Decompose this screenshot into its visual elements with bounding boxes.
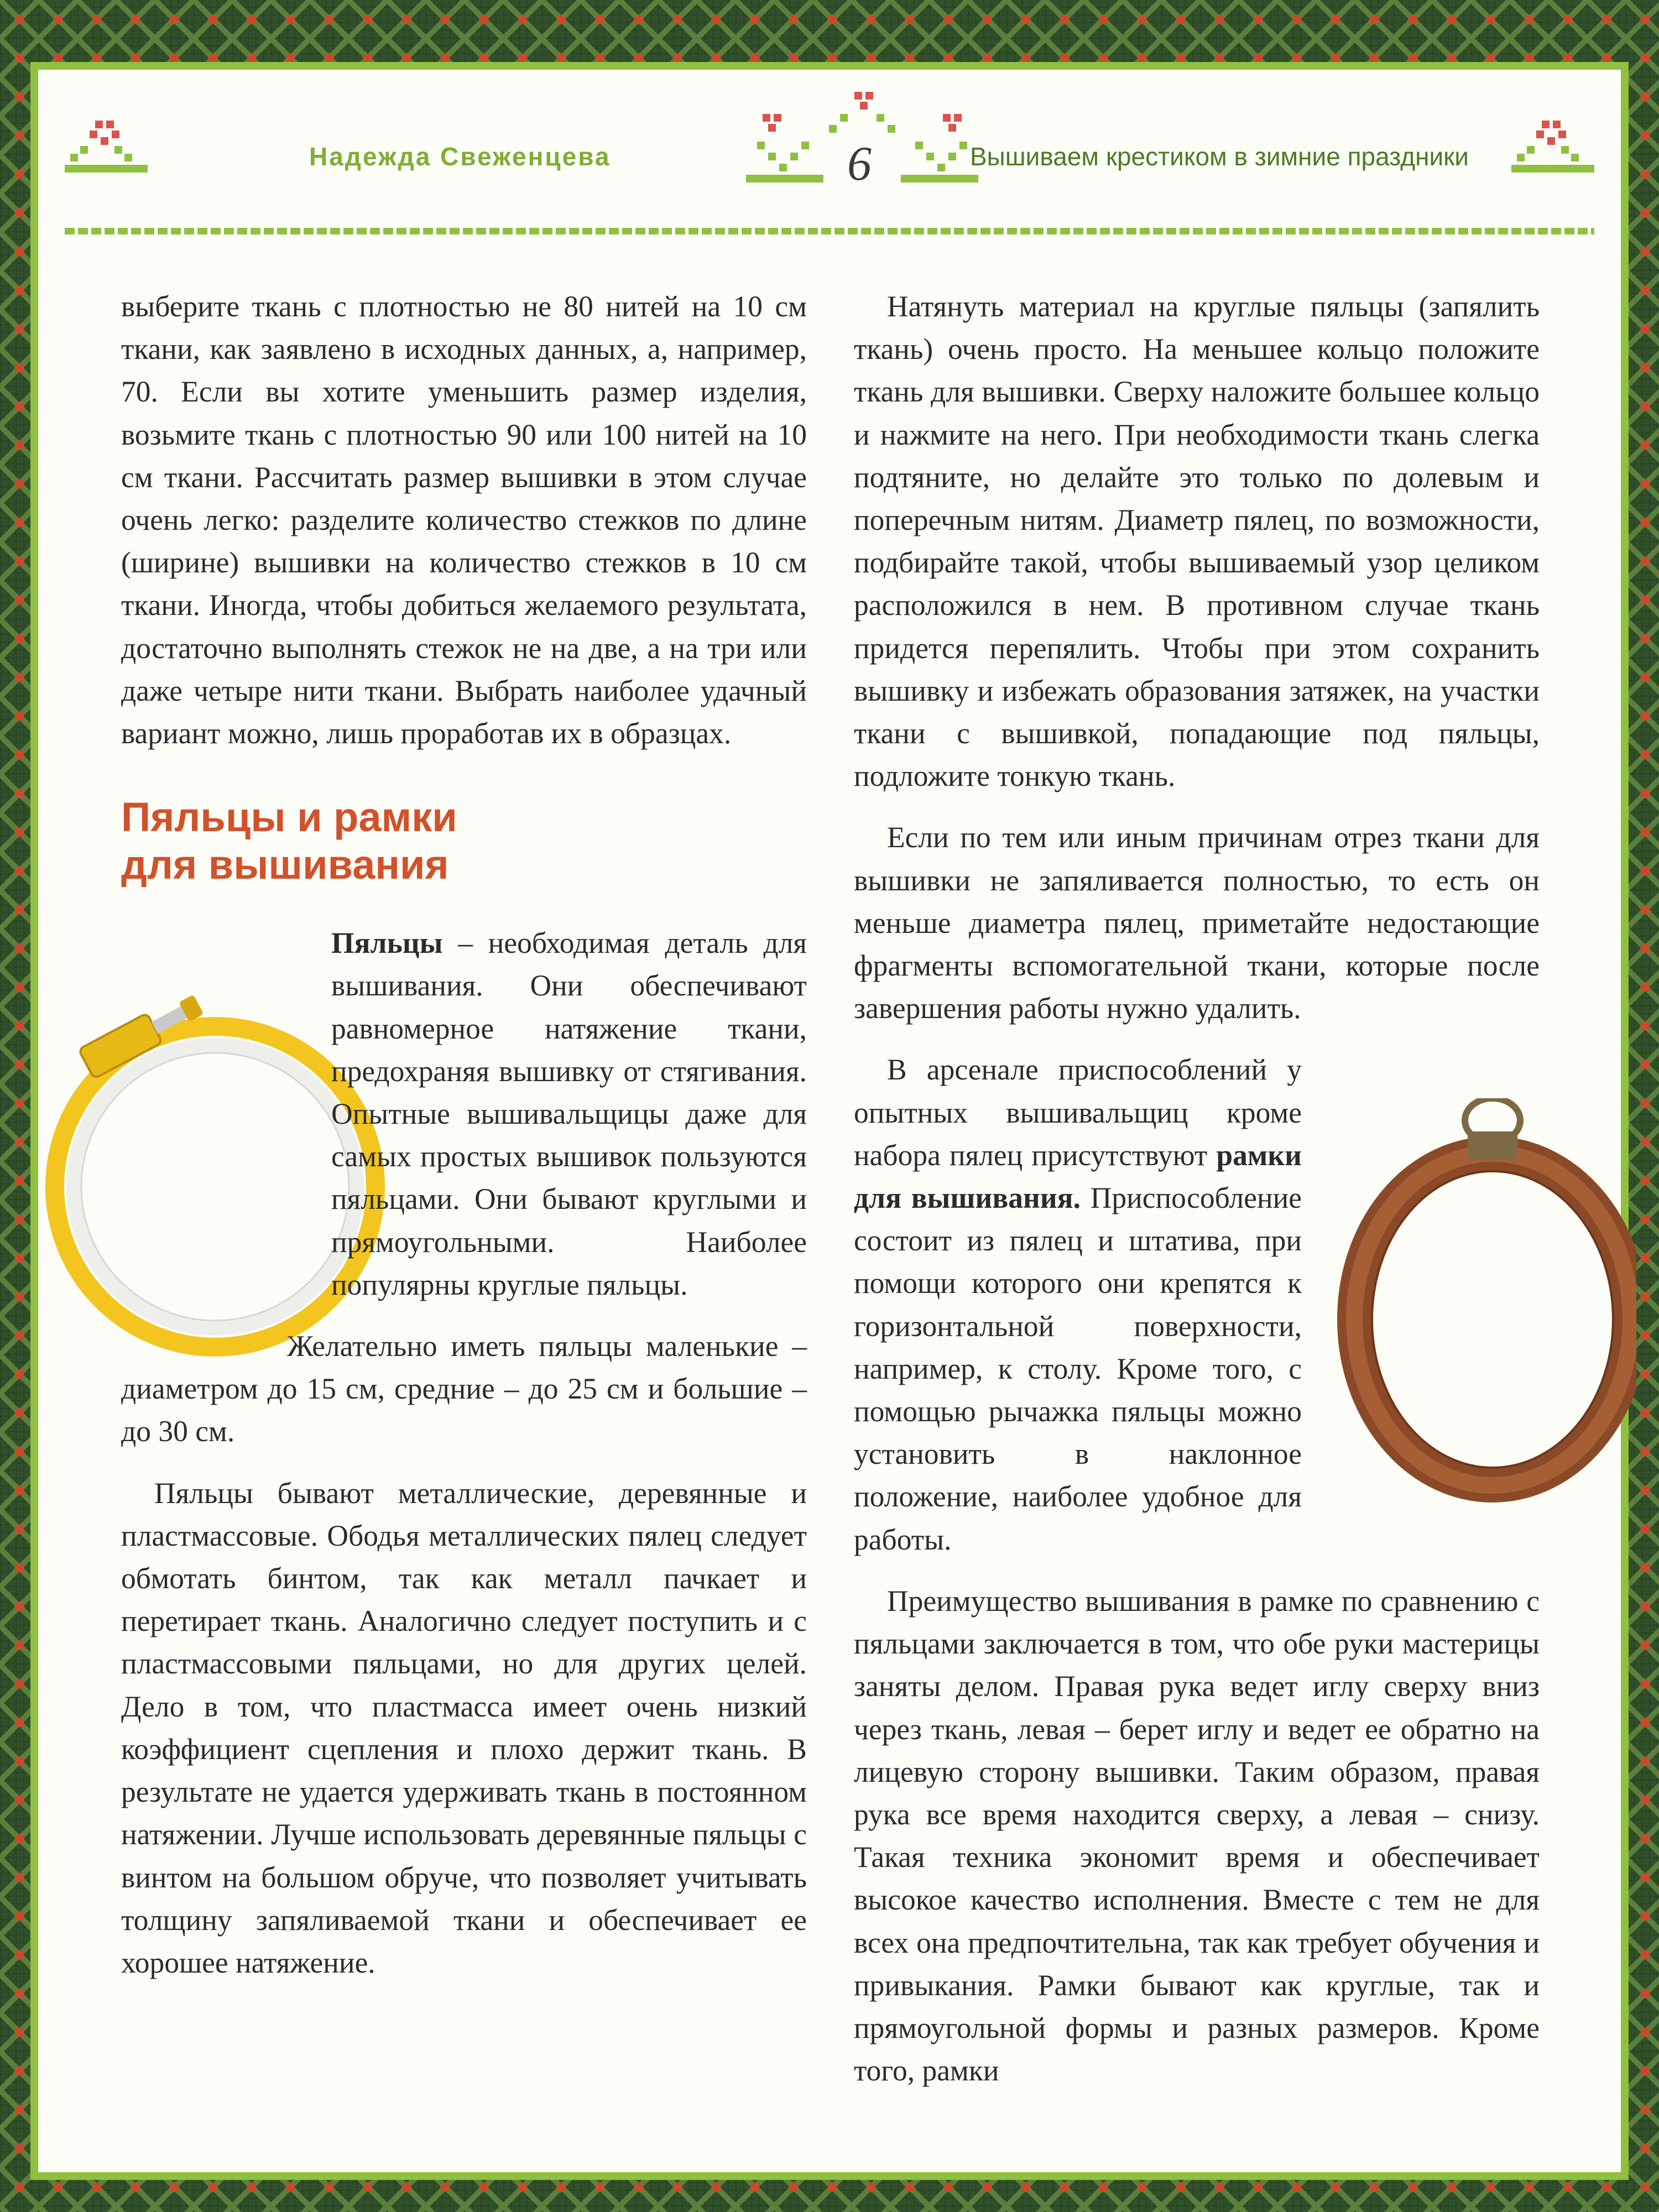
header-divider (65, 228, 1594, 234)
book-title: Вышиваем крестиком в зимние праздники (969, 142, 1469, 171)
right-text-column (854, 285, 1540, 2111)
paragraph-fabric-density: выберите ткань с плотностью не 80 нитей на 10 см ткани, как заявлено в исходных данных, а, например, 70. Если вы хотите уменьшить размер изделия, возьмите ткань с плотностью 90 или 100 нитей на 10 см ткани. Рассчитать размер вышивки в этом случае очень легко: разделите количество стежков по длине (ширине) вышивки на количество стежков в 10 см ткани. Иногда, чтобы добиться желаемого результата, достаточно выполнять стежок не на две, а на три или даже четыре нити ткани. Выбрать наиболее удачный вариант можно, лишь проработав их в образцах. (121, 290, 807, 750)
paragraph-small-fabric: Если по тем или иным причинам отрез ткани для вышивки не запяливается полностью, то есть он меньше диаметра пялец, приметайте недостающие фрагменты вспомогательной ткани, которые после завершения работы нужно удалить. (854, 821, 1540, 1025)
paragraph-hoops-intro (121, 922, 807, 1306)
hoops-intro-text: – необходимая деталь для вышивания. Они обеспечивают равномерное натяжение ткани, предохраняя вышивку от стягивания. Опытные вышивальщицы даже для самых простых вышивок пользуются пяльцами. Они бывают круглыми и прямоугольными. Наиболее популярны круглые пяльцы. (331, 926, 807, 1301)
left-text-column (121, 285, 807, 2003)
cross-stitch-ornament-right (1511, 115, 1594, 181)
paragraph-mounting-fabric: Натянуть материал на круглые пяльцы (запялить ткань) очень просто. На меньшее кольцо положите ткань для вышивки. Сверху наложите большее кольцо и нажмите на него. При необходимости ткань слегка подтяните, но делайте это только по долевым и поперечным нитям. Диаметр пялец, по возможности, подбирайте такой, чтобы вышиваемый узор целиком расположился в нем. В противном случае ткань придется перепялить. Чтобы при этом сохранить вышивку и избежать образования затяжек, на участки ткани с вышивкой, попадающие под пяльцы, подложите тонкую ткань. (854, 290, 1540, 793)
page-number: 6 (847, 137, 872, 191)
page (30, 62, 1629, 2180)
term-hoops: Пяльцы (331, 926, 443, 960)
paragraph-hoop-materials: Пяльцы бывают металлические, деревянные и пластмассовые. Ободья металлических пялец следует обмотать бинтом, так как металл пачкает и перетирает ткань. Аналогично следует поступить и с пластмассовыми пяльцами, но для других целей. Дело в том, что пластмасса имеет очень низкий коэффициент сцепления и плохо держит ткань. В результате не удается удерживать ткань в постоянном натяжении. Лучше использовать деревянные пяльцы с винтом на большом обруче, что позволяет учитывать толщину запяливаемой ткани и обеспечивает ее хорошее натяжение. (121, 1476, 807, 1979)
section-heading (121, 794, 807, 889)
cross-stitch-ornament-left (65, 115, 148, 181)
frames-description-text: Приспособление состоит из пялец и штатива, при помощи которого они крепятся к горизонтальной поверхности, например, к столу. Кроме того, с помощью рычажка пяльцы можно установить в наклонное положение, наиболее удобное для работы. (854, 1181, 1302, 1556)
frames-intro-text: В арсенале приспособлений у опытных вышивальщиц кроме набора пялец присутствуют (854, 1053, 1302, 1172)
section-heading-line1: Пяльцы и рамки (121, 794, 457, 841)
paragraph-embroidery-frames (854, 1048, 1540, 1561)
paragraph-frame-advantages: Преимущество вышивания в рамке по сравнению с пяльцами заключается в том, что обе руки мастерицы заняты делом. Правая рука ведет иглу сверху вниз через ткань, левая – берет иглу и ведет ее обратно на лицевую сторону вышивки. Таким образом, правая рука все время находится сверху, а левая – снизу. Такая техника экономит время и обеспечивает высокое качество исполнения. Вместе с тем не для всех она предпочтительна, так как требует обучения и привыкания. Рамки бывают как круглые, так и прямоугольной формы и разных размеров. Кроме того, рамки (854, 1584, 1540, 2088)
author-name: Надежда Свеженцева (309, 142, 611, 171)
section-heading-line2: для вышивания (121, 842, 449, 888)
page-header (38, 70, 1621, 236)
term-embroidery-frames: рамки для вышивания. (854, 1138, 1302, 1215)
paragraph-hoop-sizes: Желательно иметь пяльцы маленькие – диаметром до 15 см, средние – до 25 см и большие – до 30 см. (121, 1329, 807, 1448)
